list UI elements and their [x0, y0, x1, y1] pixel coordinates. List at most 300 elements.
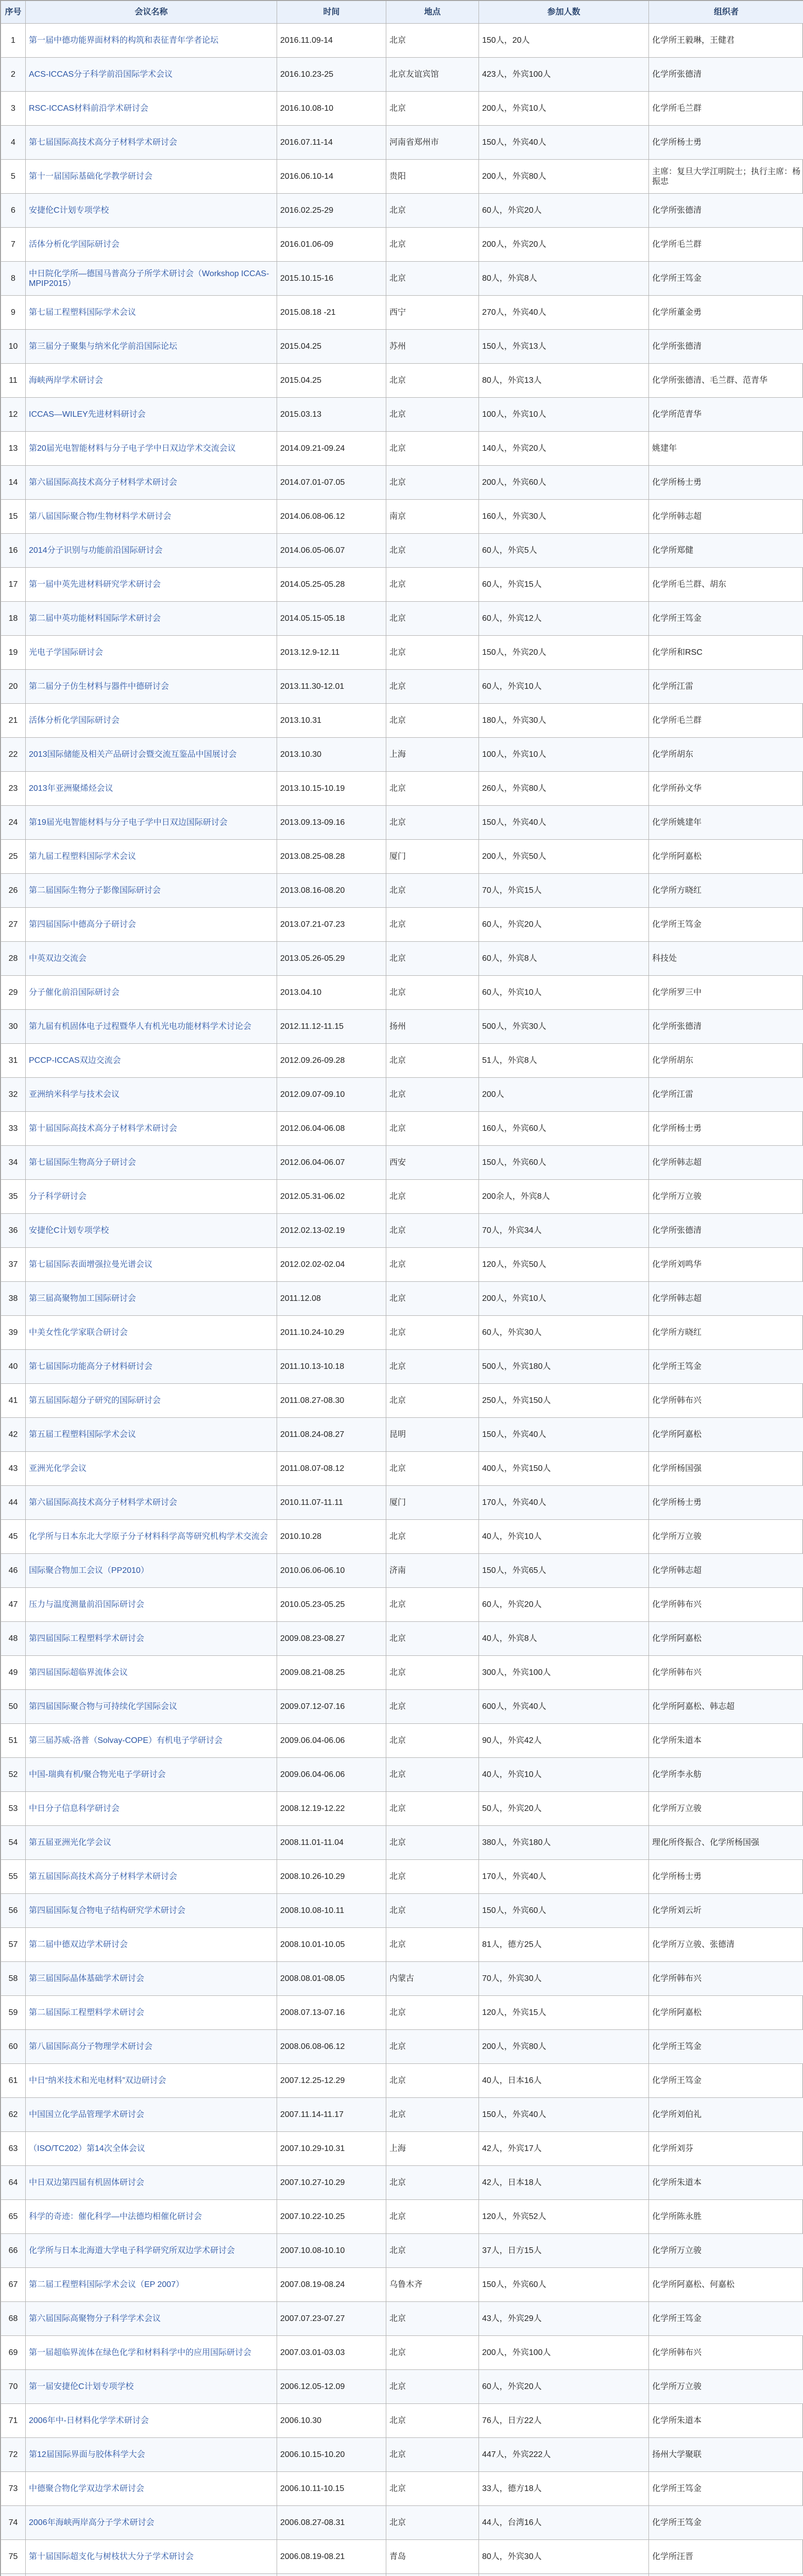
cell-conference-name	[26, 160, 277, 194]
cell-row-number: 57	[1, 1928, 26, 1962]
cell-row-number: 37	[1, 1248, 26, 1282]
conference-link[interactable]: 第六届国际高聚物分子科学学术会议	[29, 2314, 161, 2323]
table-row	[1, 58, 803, 92]
table-row	[1, 500, 803, 534]
cell-conference-time: 2011.08.24-08.27	[277, 1418, 386, 1452]
cell-conference-place: 北京	[386, 194, 479, 228]
cell-conference-time: 2013.04.10	[277, 976, 386, 1010]
table-row	[1, 1044, 803, 1078]
cell-conference-name	[26, 262, 277, 296]
table-row	[1, 2098, 803, 2132]
cell-row-number: 12	[1, 398, 26, 432]
conference-link[interactable]: 第六届国际高技术高分子材料学术研讨会	[29, 478, 178, 487]
cell-row-number: 25	[1, 840, 26, 874]
conference-link[interactable]: 活体分析化学国际研讨会	[29, 716, 120, 725]
cell-row-number: 20	[1, 670, 26, 704]
conference-link[interactable]: 中美女性化学家联合研讨会	[29, 1328, 128, 1337]
conference-link[interactable]: 中日院化学所—德国马普高分子所学术研讨会（Workshop ICCAS-MPIP2015）	[29, 269, 269, 288]
cell-conference-time: 2015.04.25	[277, 330, 386, 364]
conference-link[interactable]: 第五届亚洲光化学会议	[29, 1838, 112, 1847]
cell-conference-name	[26, 2336, 277, 2370]
cell-conference-time: 2007.12.25-12.29	[277, 2064, 386, 2098]
table-row	[1, 840, 803, 874]
table-row	[1, 1418, 803, 1452]
cell-conference-name	[26, 2030, 277, 2064]
cell-conference-time: 2011.08.27-08.30	[277, 1384, 386, 1418]
conference-link[interactable]: 第12届国际界面与胶体科学大会	[29, 2450, 145, 2459]
table-row	[1, 194, 803, 228]
conference-link[interactable]: RSC-ICCAS材料前沿学术研讨会	[29, 104, 149, 113]
cell-row-number: 13	[1, 432, 26, 466]
cell-conference-place: 北京	[386, 1248, 479, 1282]
conference-link[interactable]: 第二届国际生物分子影像国际研讨会	[29, 886, 161, 895]
cell-conference-name	[26, 568, 277, 602]
cell-conference-name	[26, 1792, 277, 1826]
cell-conference-time: 2006.08.19-08.21	[277, 2540, 386, 2574]
cell-conference-time: 2016.10.08-10	[277, 92, 386, 126]
conference-link[interactable]: 中国国立化学品管理学术研讨会	[29, 2110, 145, 2119]
cell-conference-place: 北京	[386, 2200, 479, 2234]
conference-link[interactable]: 第五届国际高技术高分子材料学术研讨会	[29, 1872, 178, 1881]
cell-conference-time: 2008.10.01-10.05	[277, 1928, 386, 1962]
cell-conference-place: 扬州	[386, 1010, 479, 1044]
conference-link[interactable]: 中日双边第四届有机固体研讨会	[29, 2178, 145, 2187]
table-row	[1, 364, 803, 398]
cell-conference-place: 北京	[386, 636, 479, 670]
cell-row-number: 43	[1, 1452, 26, 1486]
table-row	[1, 942, 803, 976]
cell-conference-place: 北京	[386, 2234, 479, 2268]
cell-conference-time: 2013.07.21-07.23	[277, 908, 386, 942]
cell-conference-time: 2010.06.06-06.10	[277, 1554, 386, 1588]
cell-conference-name	[26, 2302, 277, 2336]
cell-attendee-count: 60人，外宾20人	[479, 908, 649, 942]
cell-attendee-count: 90人，外宾42人	[479, 1724, 649, 1758]
conference-link[interactable]: 中国-瑞典有机/聚合物光电子学研讨会	[29, 1770, 166, 1779]
cell-row-number: 71	[1, 2404, 26, 2438]
cell-conference-time: 2008.07.13-07.16	[277, 1996, 386, 2030]
cell-conference-place: 北京	[386, 2336, 479, 2370]
cell-organizer: 化学所阿嘉松、何嘉松	[649, 2268, 803, 2302]
cell-conference-name	[26, 2574, 277, 2576]
cell-organizer: 化学所万立骏	[649, 2370, 803, 2404]
table-row	[1, 1112, 803, 1146]
conference-link[interactable]: 科学的奇迹：催化科学—中法德均相催化研讨会	[29, 2212, 202, 2221]
conference-link[interactable]: 第二届中德双边学术研讨会	[29, 1940, 128, 1949]
cell-conference-place: 北京	[386, 228, 479, 262]
cell-attendee-count: 60人，外宾10人	[479, 670, 649, 704]
cell-attendee-count: 42人，外宾17人	[479, 2132, 649, 2166]
conference-link[interactable]: PCCP-ICCAS双边交流会	[29, 1056, 121, 1065]
conference-link[interactable]: 第十届国际超支化与树枝状大分子学术研讨会	[29, 2552, 194, 2561]
conference-link[interactable]: 第六届国际高技术高分子材料学术研讨会	[29, 1498, 178, 1507]
cell-organizer: 主席：复旦大学江明院士；执行主席：杨振忠	[649, 160, 803, 194]
cell-attendee-count: 200人，外宾80人	[479, 160, 649, 194]
conference-link[interactable]: 分子催化前沿国际研讨会	[29, 988, 120, 997]
cell-conference-name	[26, 1962, 277, 1996]
cell-organizer: 化学所胡东	[649, 1044, 803, 1078]
cell-attendee-count: 80人，外宾13人	[479, 364, 649, 398]
conference-link[interactable]: 中英双边交流会	[29, 954, 87, 963]
cell-attendee-count: 150人，20人	[479, 24, 649, 58]
cell-organizer: 化学所李永舫	[649, 1758, 803, 1792]
conference-link[interactable]: 2006年海峡两岸高分子学术研讨会	[29, 2518, 155, 2527]
cell-conference-name	[26, 942, 277, 976]
table-row	[1, 1486, 803, 1520]
conference-link[interactable]: 安捷伦C计划专项学校	[29, 1226, 109, 1235]
cell-attendee-count: 51人，外宾8人	[479, 1044, 649, 1078]
cell-row-number: 2	[1, 58, 26, 92]
cell-conference-name	[26, 1588, 277, 1622]
conference-link[interactable]: 第七届国际高技术高分子材料学术研讨会	[29, 138, 178, 147]
conference-link[interactable]: 压力与温度测量前沿国际研讨会	[29, 1600, 145, 1609]
table-row	[1, 330, 803, 364]
conference-link[interactable]: 安捷伦C计划专项学校	[29, 206, 109, 215]
cell-attendee-count: 40人，外宾8人	[479, 1622, 649, 1656]
cell-row-number: 19	[1, 636, 26, 670]
conference-link[interactable]: 国际聚合物加工会议（PP2010）	[29, 1566, 149, 1575]
conference-link[interactable]: 第三届苏威-洛普（Solvay-COPE）有机电子学研讨会	[29, 1736, 223, 1745]
cell-organizer: 化学所张德清	[649, 1214, 803, 1248]
cell-conference-place: 北京友谊宾馆	[386, 58, 479, 92]
cell-conference-place: 青岛	[386, 2540, 479, 2574]
table-row	[1, 602, 803, 636]
table-row	[1, 2268, 803, 2302]
cell-conference-place: 苏州	[386, 330, 479, 364]
cell-organizer: 化学所刘云圻	[649, 1894, 803, 1928]
cell-row-number: 62	[1, 2098, 26, 2132]
conference-link[interactable]: 活体分析化学国际研讨会	[29, 240, 120, 249]
cell-conference-place: 北京	[386, 568, 479, 602]
table-row	[1, 976, 803, 1010]
conference-link[interactable]: ICCAS—WILEY先进材料研讨会	[29, 410, 146, 419]
cell-conference-place: 南京	[386, 500, 479, 534]
cell-conference-time: 2006.10.15-10.20	[277, 2438, 386, 2472]
cell-conference-place: 北京	[386, 2506, 479, 2540]
cell-row-number: 42	[1, 1418, 26, 1452]
cell-conference-name	[26, 534, 277, 568]
cell-conference-name	[26, 840, 277, 874]
cell-conference-time: 2009.06.04-06.06	[277, 1758, 386, 1792]
cell-attendee-count: 500人，外宾30人	[479, 1010, 649, 1044]
cell-conference-place: 贵阳	[386, 160, 479, 194]
cell-conference-name	[26, 1044, 277, 1078]
cell-organizer: 化学所和RSC	[649, 636, 803, 670]
cell-conference-place: 北京	[386, 1622, 479, 1656]
cell-organizer: 化学所毛兰群	[649, 704, 803, 738]
cell-attendee-count: 160人，外宾30人	[479, 500, 649, 534]
table-row	[1, 2574, 803, 2576]
cell-attendee-count: 140人，外宾20人	[479, 432, 649, 466]
conference-link[interactable]: 亚洲纳米科学与技术会议	[29, 1090, 120, 1099]
cell-conference-name	[26, 1316, 277, 1350]
cell-organizer: 化学所王毅琳，王健君	[649, 24, 803, 58]
conference-link[interactable]: 第二届国际工程塑料学术研讨会	[29, 2008, 145, 2017]
conference-link[interactable]: 第八届国际高分子物理学术研讨会	[29, 2042, 153, 2051]
header-time: 时间	[277, 1, 386, 24]
conference-link[interactable]: 第四届国际工程塑料学术研讨会	[29, 1634, 145, 1643]
table-row	[1, 670, 803, 704]
cell-conference-name	[26, 976, 277, 1010]
cell-row-number: 29	[1, 976, 26, 1010]
cell-conference-time: 2016.10.23-25	[277, 58, 386, 92]
cell-attendee-count: 60人，外宾20人	[479, 2370, 649, 2404]
cell-row-number: 58	[1, 1962, 26, 1996]
cell-conference-name	[26, 58, 277, 92]
table-row	[1, 2030, 803, 2064]
cell-conference-time: 2006.10.30	[277, 2404, 386, 2438]
conference-link[interactable]: 2006年中-日材料化学学术研讨会	[29, 2416, 149, 2425]
cell-conference-time: 2009.08.21-08.25	[277, 1656, 386, 1690]
conference-link[interactable]: 第九届有机固体电子过程暨华人有机光电功能材料学术讨论会	[29, 1022, 252, 1031]
cell-conference-time: 2008.08.01-08.05	[277, 1962, 386, 1996]
table-row	[1, 1690, 803, 1724]
cell-conference-time: 2006.10.11-10.15	[277, 2472, 386, 2506]
conference-link[interactable]: 第四届国际中德高分子研讨会	[29, 920, 136, 929]
cell-conference-place: 北京	[386, 908, 479, 942]
cell-row-number: 45	[1, 1520, 26, 1554]
cell-conference-name	[26, 1928, 277, 1962]
table-row	[1, 432, 803, 466]
cell-conference-place: 北京	[386, 1792, 479, 1826]
conference-link[interactable]: 第三届国际晶体基础学术研讨会	[29, 1974, 145, 1983]
cell-conference-place: 北京	[386, 2166, 479, 2200]
conference-link[interactable]: 第一届中德功能界面材料的构筑和表征青年学者论坛	[29, 36, 219, 45]
cell-organizer: 化学所方晓红	[649, 1316, 803, 1350]
cell-attendee-count: 60人，外宾20人	[479, 194, 649, 228]
conference-link[interactable]: 第十一届国际基础化学教学研讨会	[29, 172, 153, 181]
cell-attendee-count: 200人，外宾50人	[479, 840, 649, 874]
cell-attendee-count: 250人，外宾150人	[479, 1384, 649, 1418]
cell-attendee-count: 150人，外宾65人	[479, 1554, 649, 1588]
cell-row-number: 50	[1, 1690, 26, 1724]
cell-conference-time: 2016.02.25-29	[277, 194, 386, 228]
cell-conference-name	[26, 1452, 277, 1486]
cell-conference-name	[26, 330, 277, 364]
cell-conference-place: 北京	[386, 1928, 479, 1962]
cell-conference-time: 2013.08.25-08.28	[277, 840, 386, 874]
cell-attendee-count: 70人，外宾15人	[479, 874, 649, 908]
cell-conference-name	[26, 670, 277, 704]
table-row	[1, 772, 803, 806]
header-attendees: 参加人数	[479, 1, 649, 24]
cell-organizer: 化学所杨士勇	[649, 1112, 803, 1146]
cell-conference-place: 北京	[386, 670, 479, 704]
cell-row-number: 61	[1, 2064, 26, 2098]
cell-organizer: 化学所王笃金	[649, 262, 803, 296]
cell-row-number: 69	[1, 2336, 26, 2370]
table-row	[1, 296, 803, 330]
cell-organizer: 化学所韩布兴	[649, 1656, 803, 1690]
cell-conference-time: 2016.07.11-14	[277, 126, 386, 160]
conference-link[interactable]: 中德聚合物化学双边学术研讨会	[29, 2484, 145, 2493]
cell-row-number	[1, 2574, 26, 2576]
cell-conference-place: 北京	[386, 1316, 479, 1350]
cell-conference-time: 2013.10.31	[277, 704, 386, 738]
conference-link[interactable]: 第一届超临界流体在绿色化学和材料科学中的应用国际研讨会	[29, 2348, 252, 2357]
cell-attendee-count: 70人，外宾34人	[479, 1214, 649, 1248]
cell-attendee-count: 60人，外宾15人	[479, 568, 649, 602]
cell-conference-name	[26, 874, 277, 908]
cell-row-number: 3	[1, 92, 26, 126]
conference-link[interactable]: 第一届中英先进材料研究学术研讨会	[29, 580, 161, 589]
cell-conference-time: 2007.11.14-11.17	[277, 2098, 386, 2132]
cell-conference-name	[26, 1010, 277, 1044]
table-row	[1, 1520, 803, 1554]
cell-organizer: 化学所王笃金	[649, 2030, 803, 2064]
cell-conference-place: 北京	[386, 1282, 479, 1316]
conference-link[interactable]: 第三届高聚物加工国际研讨会	[29, 1294, 136, 1303]
cell-conference-name	[26, 1520, 277, 1554]
cell-conference-place: 北京	[386, 1690, 479, 1724]
conference-link[interactable]: 化学所与日本东北大学原子分子材料科学高等研究机构学术交流会	[29, 1532, 268, 1541]
cell-attendee-count: 120人，外宾15人	[479, 1996, 649, 2030]
conference-link[interactable]: 分子科学研讨会	[29, 1192, 87, 1201]
conference-link[interactable]: 第四届国际复合物电子结构研究学术研讨会	[29, 1906, 186, 1915]
conference-link[interactable]: 中日“纳米技术和光电材料”双边研讨会	[29, 2076, 166, 2085]
cell-conference-name	[26, 806, 277, 840]
table-row	[1, 466, 803, 500]
conference-link[interactable]: 第四届国际超临界流体会议	[29, 1668, 128, 1677]
cell-conference-name	[26, 2370, 277, 2404]
cell-conference-place: 北京	[386, 1656, 479, 1690]
cell-conference-name	[26, 1350, 277, 1384]
table-row	[1, 636, 803, 670]
conference-link[interactable]: 第十届国际高技术高分子材料学术研讨会	[29, 1124, 178, 1133]
table-row	[1, 1384, 803, 1418]
conference-link[interactable]: 亚洲光化学会议	[29, 1464, 87, 1473]
conference-link[interactable]: 第19届光电智能材料与分子电子学中日双边国际研讨会	[29, 818, 228, 827]
cell-row-number: 22	[1, 738, 26, 772]
cell-conference-time: 2014.06.05-06.07	[277, 534, 386, 568]
cell-row-number: 53	[1, 1792, 26, 1826]
cell-conference-place: 北京	[386, 1452, 479, 1486]
cell-organizer: 化学所杨士勇	[649, 126, 803, 160]
cell-conference-name	[26, 1248, 277, 1282]
cell-attendee-count: 43人，外宾29人	[479, 2302, 649, 2336]
cell-attendee-count: 150人，外宾60人	[479, 1146, 649, 1180]
cell-organizer: 化学所毛兰群	[649, 228, 803, 262]
cell-row-number: 27	[1, 908, 26, 942]
table-body	[1, 24, 803, 2576]
cell-organizer: 化学所陈永胜	[649, 2200, 803, 2234]
conference-link[interactable]: 第八届国际聚合物/生物材料学术研讨会	[29, 512, 172, 521]
conference-link[interactable]: 第三届分子聚集与纳米化学前沿国际论坛	[29, 342, 178, 351]
cell-organizer: 化学所朱道本	[649, 2404, 803, 2438]
cell-organizer: 化学所张德清	[649, 58, 803, 92]
header-place: 地点	[386, 1, 479, 24]
cell-row-number: 52	[1, 1758, 26, 1792]
cell-conference-time: 2009.07.12-07.16	[277, 1690, 386, 1724]
conference-link[interactable]: 第七届国际表面增强拉曼光谱会议	[29, 1260, 153, 1269]
conference-link[interactable]: 第九届工程塑料国际学术会议	[29, 852, 136, 861]
cell-conference-place: 厦门	[386, 840, 479, 874]
cell-row-number: 49	[1, 1656, 26, 1690]
table-row	[1, 534, 803, 568]
conference-link[interactable]: 中日分子信息科学研讨会	[29, 1804, 120, 1813]
cell-conference-time: 2010.10.28	[277, 1520, 386, 1554]
cell-conference-time: 2013.10.15-10.19	[277, 772, 386, 806]
conference-link[interactable]: ACS-ICCAS分子科学前沿国际学术会议	[29, 70, 173, 79]
conference-link[interactable]: 第20届光电智能材料与分子电子学中日双边学术交流会议	[29, 444, 236, 453]
cell-conference-place: 北京	[386, 534, 479, 568]
conference-link[interactable]: 第七届工程塑料国际学术会议	[29, 308, 136, 317]
cell-conference-place: 北京	[386, 1112, 479, 1146]
cell-organizer: 化学所江雷	[649, 670, 803, 704]
cell-conference-time: 2013.05.26-05.29	[277, 942, 386, 976]
cell-conference-time: 2006.08.27-08.31	[277, 2506, 386, 2540]
cell-conference-place: 北京	[386, 2404, 479, 2438]
conference-link[interactable]: 第五届国际超分子研究的国际研讨会	[29, 1396, 161, 1405]
conference-link[interactable]: 化学所与日本北海道大学电子科学研究所双边学术研讨会	[29, 2246, 235, 2255]
cell-row-number: 30	[1, 1010, 26, 1044]
cell-organizer: 化学所毛兰群、胡东	[649, 568, 803, 602]
conference-link[interactable]: 第一届安捷伦C计划专项学校	[29, 2382, 134, 2391]
conference-link[interactable]: 2013年亚洲聚烯烃会议	[29, 784, 113, 793]
cell-conference-time: 2012.02.02-02.04	[277, 1248, 386, 1282]
conference-link[interactable]: 第七届国际生物高分子研讨会	[29, 1158, 136, 1167]
conference-link[interactable]: 海峡两岸学术研讨会	[29, 376, 104, 385]
cell-conference-name	[26, 908, 277, 942]
table-row	[1, 2234, 803, 2268]
conference-link[interactable]: （ISO/TC202）第14次全体会议	[29, 2144, 145, 2153]
table-row	[1, 2132, 803, 2166]
cell-conference-name	[26, 194, 277, 228]
conference-link[interactable]: 第二届工程塑料国际学术会议（EP 2007）	[29, 2280, 184, 2289]
cell-conference-place: 北京	[386, 1214, 479, 1248]
cell-conference-time: 2010.05.23-05.25	[277, 1588, 386, 1622]
cell-organizer: 化学所王笃金	[649, 908, 803, 942]
cell-conference-place: 北京	[386, 1350, 479, 1384]
cell-attendee-count: 60人，外宾20人	[479, 1588, 649, 1622]
table-row	[1, 2404, 803, 2438]
table-row	[1, 2302, 803, 2336]
cell-organizer: 化学所阿嘉松	[649, 840, 803, 874]
cell-conference-time: 2013.09.13-09.16	[277, 806, 386, 840]
cell-attendee-count: 60人，外宾30人	[479, 1316, 649, 1350]
cell-organizer: 化学所毛兰群	[649, 92, 803, 126]
cell-attendee-count: 170人，外宾40人	[479, 1486, 649, 1520]
table-row	[1, 1078, 803, 1112]
conference-link[interactable]: 第二届中英功能材料国际学术研讨会	[29, 614, 161, 623]
cell-conference-place: 北京	[386, 874, 479, 908]
cell-attendee-count: 70人，外宾30人	[479, 1962, 649, 1996]
cell-row-number: 74	[1, 2506, 26, 2540]
cell-conference-place: 济南	[386, 1554, 479, 1588]
table-row	[1, 2370, 803, 2404]
cell-row-number: 39	[1, 1316, 26, 1350]
cell-attendee-count: 600人，外宾40人	[479, 1690, 649, 1724]
conference-link[interactable]: 第四届国际聚合物与可持续化学国际会议	[29, 1702, 178, 1711]
cell-row-number: 41	[1, 1384, 26, 1418]
cell-conference-place: 北京	[386, 1078, 479, 1112]
table-row	[1, 2200, 803, 2234]
cell-conference-name	[26, 1384, 277, 1418]
conference-link[interactable]: 第七届国际功能高分子材料研讨会	[29, 1362, 153, 1371]
conference-link[interactable]: 第二届分子仿生材料与器件中德研讨会	[29, 682, 169, 691]
cell-organizer: 化学所孙文华	[649, 772, 803, 806]
cell-conference-name	[26, 1554, 277, 1588]
cell-conference-place: 北京	[386, 602, 479, 636]
conference-link[interactable]: 第五届工程塑料国际学术会议	[29, 1430, 136, 1439]
cell-conference-time: 2016.06.10-14	[277, 160, 386, 194]
conference-link[interactable]: 2013国际储能及相关产品研讨会暨交流互鉴品中国展讨会	[29, 750, 237, 759]
conference-link[interactable]: 光电子学国际研讨会	[29, 648, 104, 657]
cell-attendee-count: 150人，外宾40人	[479, 2098, 649, 2132]
conference-link[interactable]: 2014分子识别与功能前沿国际研讨会	[29, 546, 163, 555]
cell-conference-name	[26, 1282, 277, 1316]
cell-attendee-count: 270人，外宾40人	[479, 296, 649, 330]
